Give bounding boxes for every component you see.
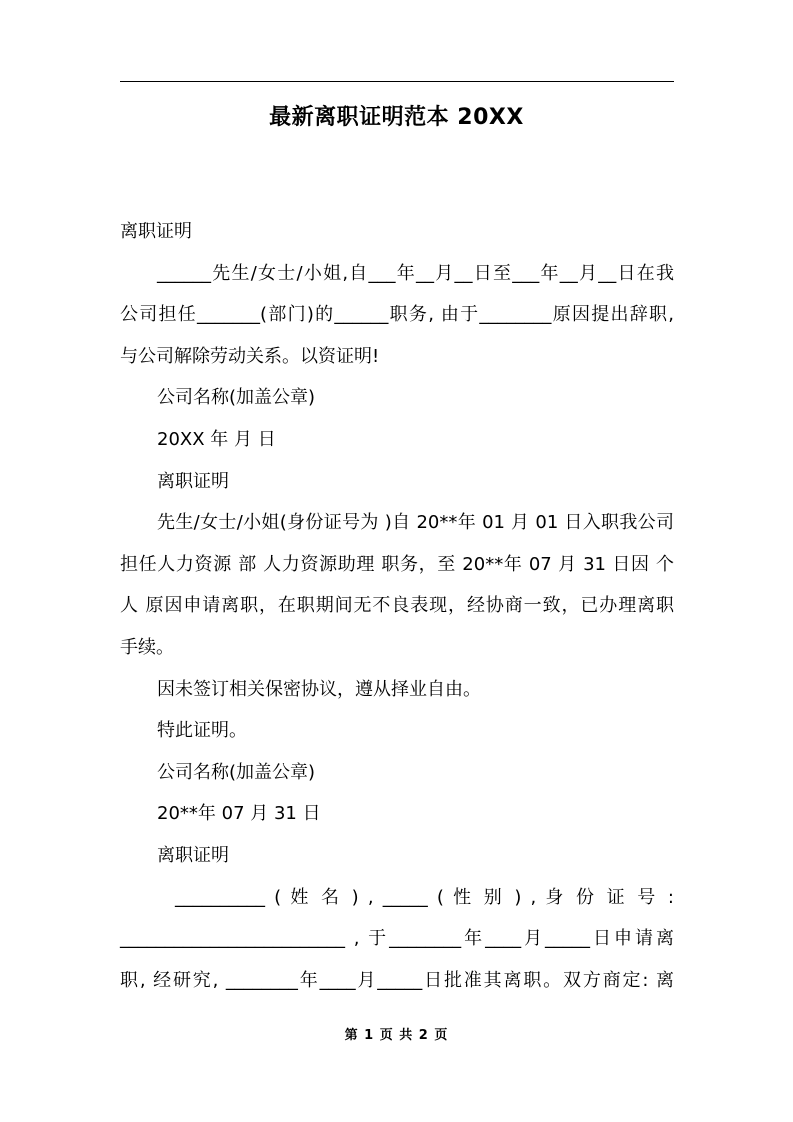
date-line: 20XX 年 月 日 [157, 428, 276, 450]
date-line: 20**年 07 月 31 日 [157, 803, 321, 825]
paragraph-line: 公司担任_______(部门)的______职务, 由于________原因提出辞职, [120, 304, 674, 326]
paragraph-line: 特此证明。 [157, 720, 247, 742]
paragraph-line: _________________________ , 于________年____月_____日申请离 [120, 928, 674, 950]
page-footer: 第 1 页 共 2 页 [344, 1028, 449, 1043]
document-title: 最新离职证明范本 20XX [269, 105, 524, 130]
document-body [120, 211, 674, 1001]
paragraph-line: 因未签订相关保密协议，遵从择业自由。 [157, 678, 481, 700]
section-heading: 离职证明 [120, 221, 192, 242]
company-name-line: 公司名称(加盖公章) [157, 761, 316, 783]
paragraph-line: 手续。 [120, 636, 174, 658]
paragraph-line: __________ ( 姓 名 ) , _____ ( 性 别 ) , 身 份 证 号 : [175, 886, 674, 908]
header-rule [120, 81, 674, 82]
section-heading: 离职证明 [157, 844, 229, 866]
paragraph-line: 职, 经研究, ________年____月_____日批准其离职。双方商定: 离 [120, 969, 674, 991]
paragraph-line: 人 原因申请离职，在职期间无不良表现，经协商一致，已办理离职 [120, 595, 674, 617]
paragraph-line: ______先生/女士/小姐,自___年__月__日至___年__月__日在我 [157, 262, 674, 284]
section-heading: 离职证明 [157, 470, 229, 492]
company-name-line: 公司名称(加盖公章) [157, 387, 316, 409]
paragraph-line: 与公司解除劳动关系。以资证明! [120, 345, 380, 367]
paragraph-line: 担任人力资源 部 人力资源助理 职务，至 20**年 07 月 31 日因 个 [120, 553, 674, 575]
paragraph-line: 先生/女士/小姐(身份证号为 )自 20**年 01 月 01 日入职我公司 [157, 512, 674, 534]
